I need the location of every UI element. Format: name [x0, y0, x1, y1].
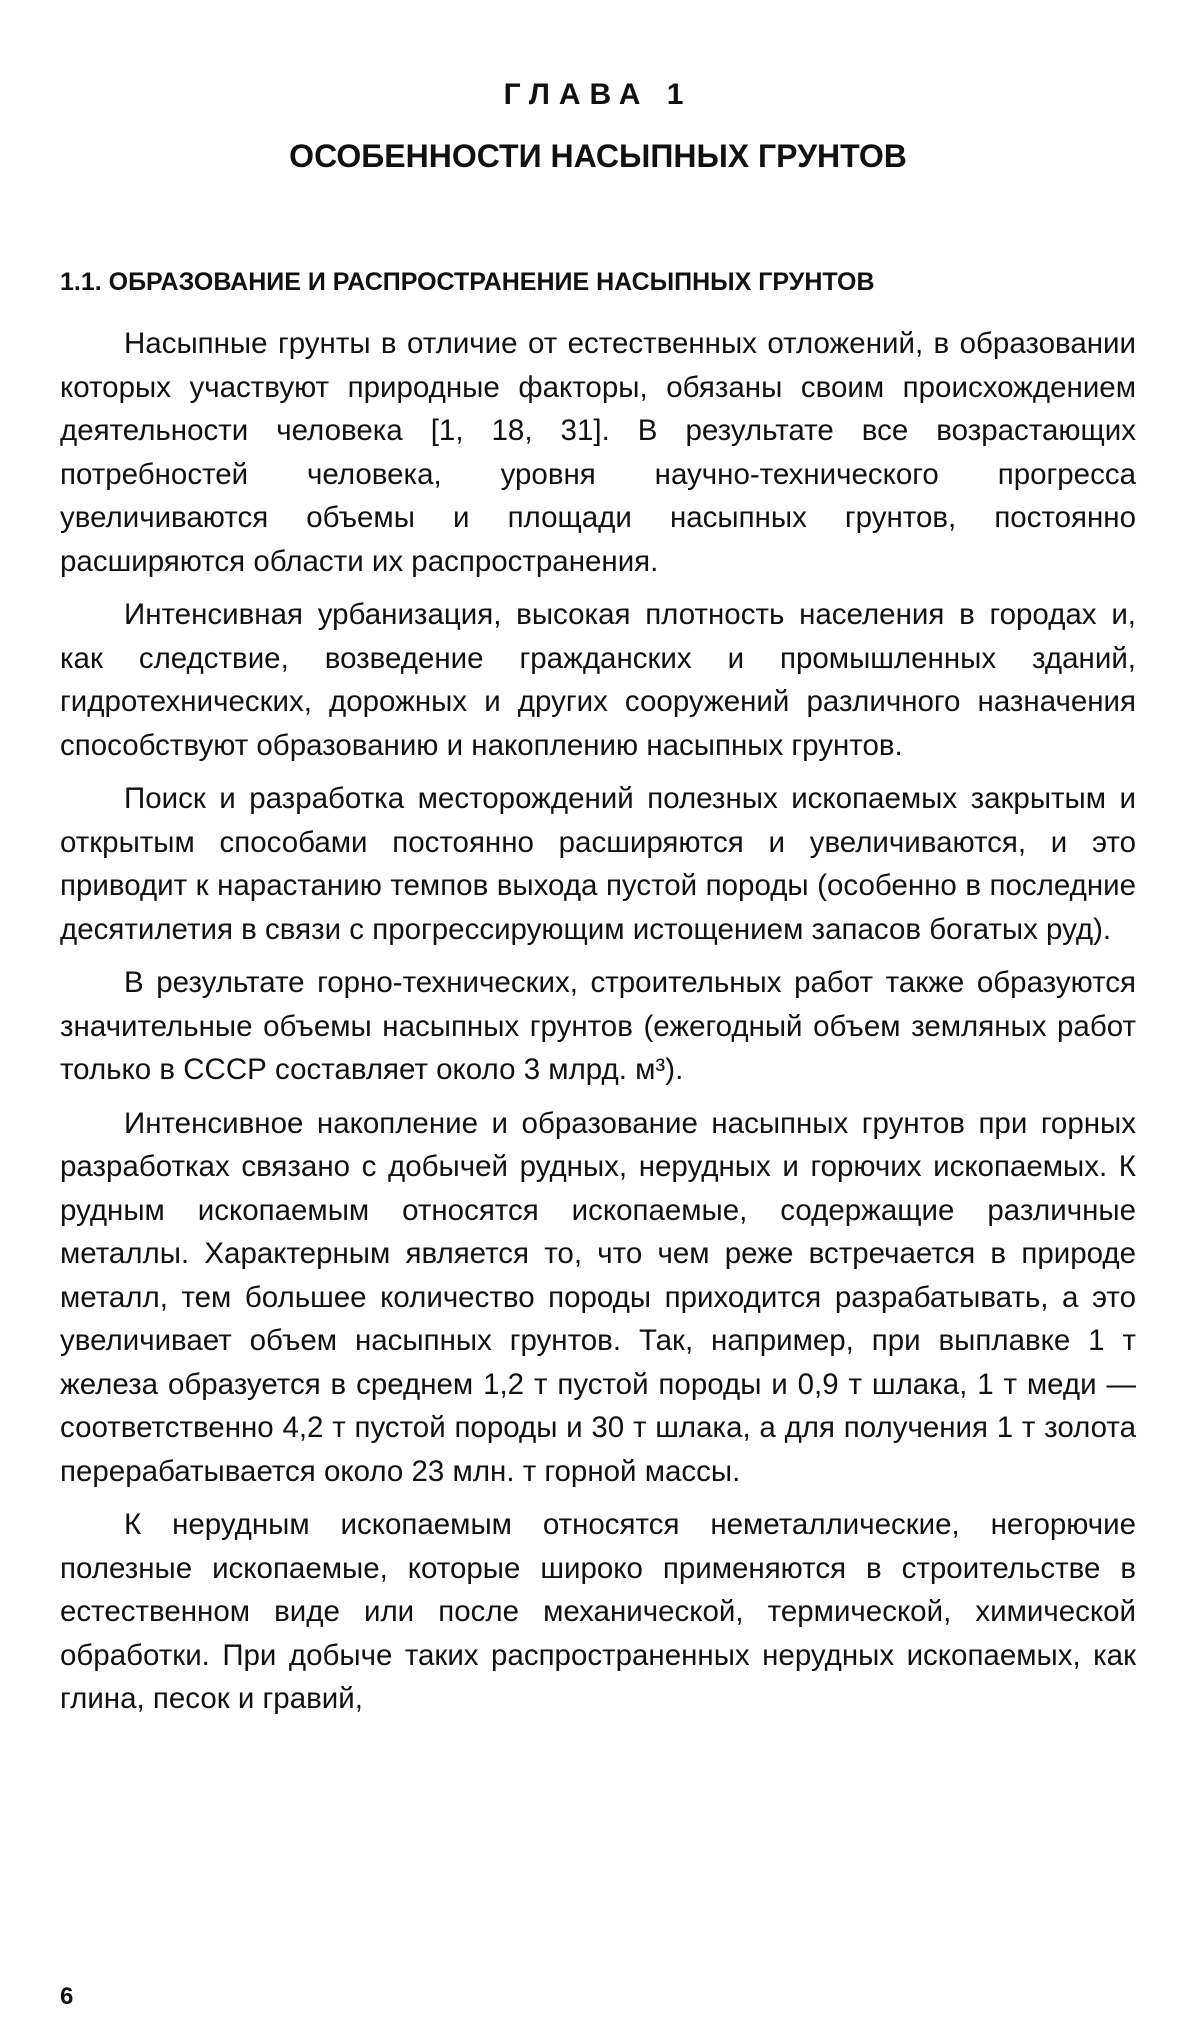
paragraph: К нерудным ископаемым относятся неметаллические, негорючие полезные ископаемые, которые широко применяются в строительстве в естественном виде или после механической, термической, химической обработки. При добыче таких распространенных нерудных ископаемых, как глина, песок и гравий,: [60, 1508, 1136, 1715]
chapter-label: ГЛАВА 1: [503, 78, 693, 111]
book-page: [60, 0, 1136, 2033]
section-heading: 1.1. ОБРАЗОВАНИЕ И РАСПРОСТРАНЕНИЕ НАСЫПНЫХ ГРУНТОВ: [60, 268, 875, 296]
body-text: [60, 322, 1136, 1731]
paragraph: Интенсивное накопление и образование насыпных грунтов при горных разработках связано с добычей рудных, нерудных и горючих ископаемых. К рудным ископаемым относятся ископаемые, содержащие различные металлы. Характерным является то, что чем реже встречается в природе металл, тем большее количество породы приходится разрабатывать, а это увеличивает объем насыпных грунтов. Так, например, при выплавке 1 т железа образуется в среднем 1,2 т пустой породы и 0,9 т шлака, 1 т меди — соответственно 4,2 т пустой породы и 30 т шлака, а для получения 1 т золота перерабатывается около 23 млн. т горной массы.: [60, 1106, 1136, 1488]
paragraph: Интенсивная урбанизация, высокая плотность населения в городах и, как следствие, возведение гражданских и промышленных зданий, гидротехнических, дорожных и других сооружений различного назначения способствуют образованию и накоплению насыпных грунтов.: [60, 598, 1136, 762]
chapter-title: ОСОБЕННОСТИ НАСЫПНЫХ ГРУНТОВ: [289, 138, 907, 174]
paragraph: Насыпные грунты в отличие от естественных отложений, в образовании которых участвуют природные факторы, обязаны своим происхождением деятельности человека [1, 18, 31]. В результате все возрастающих потребностей человека, уровня научно-технического прогресса увеличиваются объемы и площади насыпных грунтов, постоянно расширяются области их распространения.: [60, 327, 1136, 578]
paragraph: В результате горно-технических, строительных работ также образуются значительные объемы насыпных грунтов (ежегодный объем земляных работ только в СССР составляет около 3 млрд. м³).: [60, 966, 1136, 1086]
paragraph: Поиск и разработка месторождений полезных ископаемых закрытым и открытым способами постоянно расширяются и увеличиваются, и это приводит к нарастанию темпов выхода пустой породы (особенно в последние десятилетия в связи с прогрессирующим истощением запасов богатых руд).: [60, 782, 1136, 946]
page-number: 6: [60, 1983, 74, 2010]
